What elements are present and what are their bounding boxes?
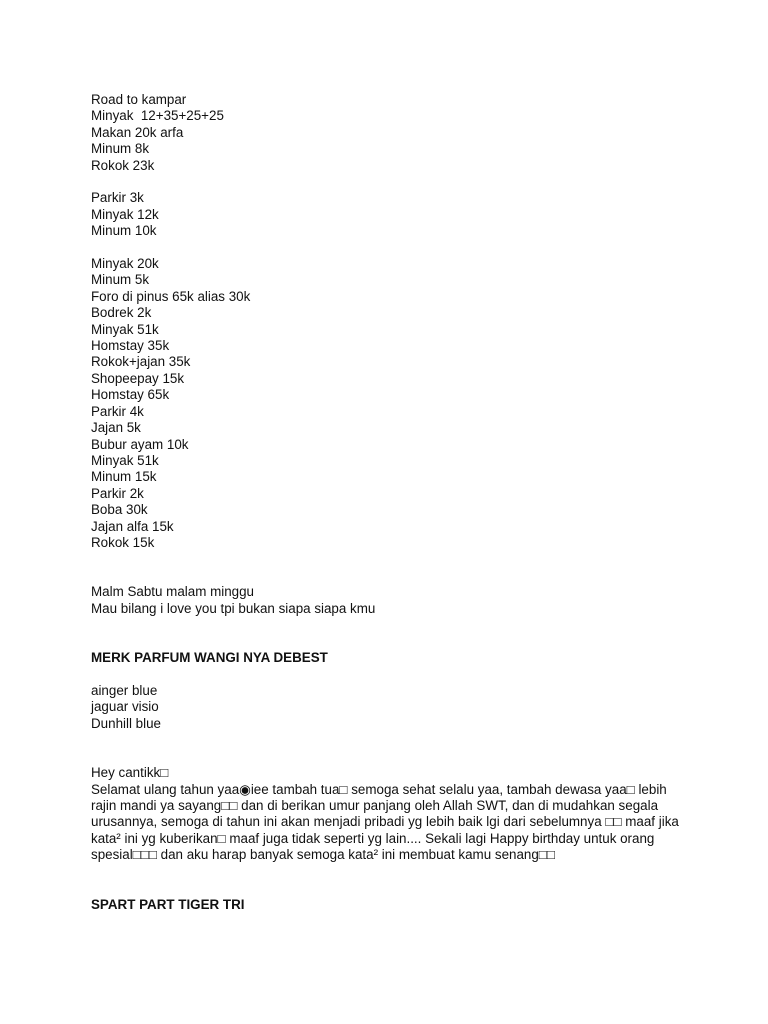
sparepart-section [91,897,691,913]
text-line: Rokok 15k [91,534,155,550]
text-line: Minyak 12+35+25+25 [91,108,224,124]
perfume-heading: MERK PARFUM WANGI NYA DEBEST [91,650,328,666]
text-line: Makan 20k arfa [91,124,184,140]
text-line: Minum 15k [91,469,157,485]
text-line: jaguar visio [91,699,159,715]
text-line: Jajan alfa 15k [91,518,174,534]
text-line: Parkir 2k [91,485,144,501]
text-line: Malm Sabtu malam minggu [91,584,254,600]
sparepart-heading: SPART PART TIGER TRI [91,896,245,912]
text-line: Boba 30k [91,502,148,518]
text-line: Parkir 4k [91,403,144,419]
greeting-section [91,765,691,863]
text-line: Homstay 35k [91,338,170,354]
spacer [91,174,691,190]
text-line: Rokok+jajan 35k [91,354,191,370]
spacer [91,551,691,584]
text-line: Foro di pinus 65k alias 30k [91,288,251,304]
text-line: Shopeepay 15k [91,370,185,386]
text-line: Dunhill blue [91,715,161,731]
spacer [91,864,691,897]
text-line: Minum 5k [91,272,150,288]
spacer [91,667,691,683]
note-section [91,584,691,617]
spacer [91,732,691,765]
perfume-section [91,650,691,732]
text-line: Bubur ayam 10k [91,436,189,452]
greeting-line: Hey cantikk□ [91,765,169,781]
text-line: Minyak 20k [91,256,159,272]
text-line: Minyak 12k [91,206,159,222]
expense-section-2 [91,190,691,239]
spacer [91,240,691,256]
text-line: Road to kampar [91,92,187,107]
text-line: Parkir 3k [91,190,144,206]
text-line: Minum 10k [91,223,157,239]
text-line: Minyak 51k [91,452,159,468]
text-line: Minyak 51k [91,321,159,337]
text-line: Jajan 5k [91,420,141,436]
document-page [91,92,691,913]
text-line: Mau bilang i love you tpi bukan siapa siapa kmu [91,600,376,616]
text-line: Homstay 65k [91,387,170,403]
expense-section-1 [91,92,691,174]
text-line: Bodrek 2k [91,305,152,321]
expense-section-3 [91,256,691,551]
text-line: ainger blue [91,682,158,698]
text-line: Rokok 23k [91,157,155,173]
spacer [91,617,691,650]
greeting-paragraph: Selamat ulang tahun yaa◉iee tambah tua□ semoga sehat selalu yaa, tambah dewasa yaa□ lebih rajin mandi ya sayang□□ dan di berikan umur panjang oleh Allah SWT, dan di mudahkan segala urusannya, semoga di tahun ini akan menjadi pribadi yg lebih baik lgi dari sebelumnya □□ maaf jika kata² ini yg kuberikan□ maaf juga tidak seperti yg lain.... Sekali lagi Happy birthday untuk orang spesial□□□ dan aku harap banyak semoga kata² ini membuat kamu senang□□ [91,781,679,863]
text-line: Minum 8k [91,141,150,157]
